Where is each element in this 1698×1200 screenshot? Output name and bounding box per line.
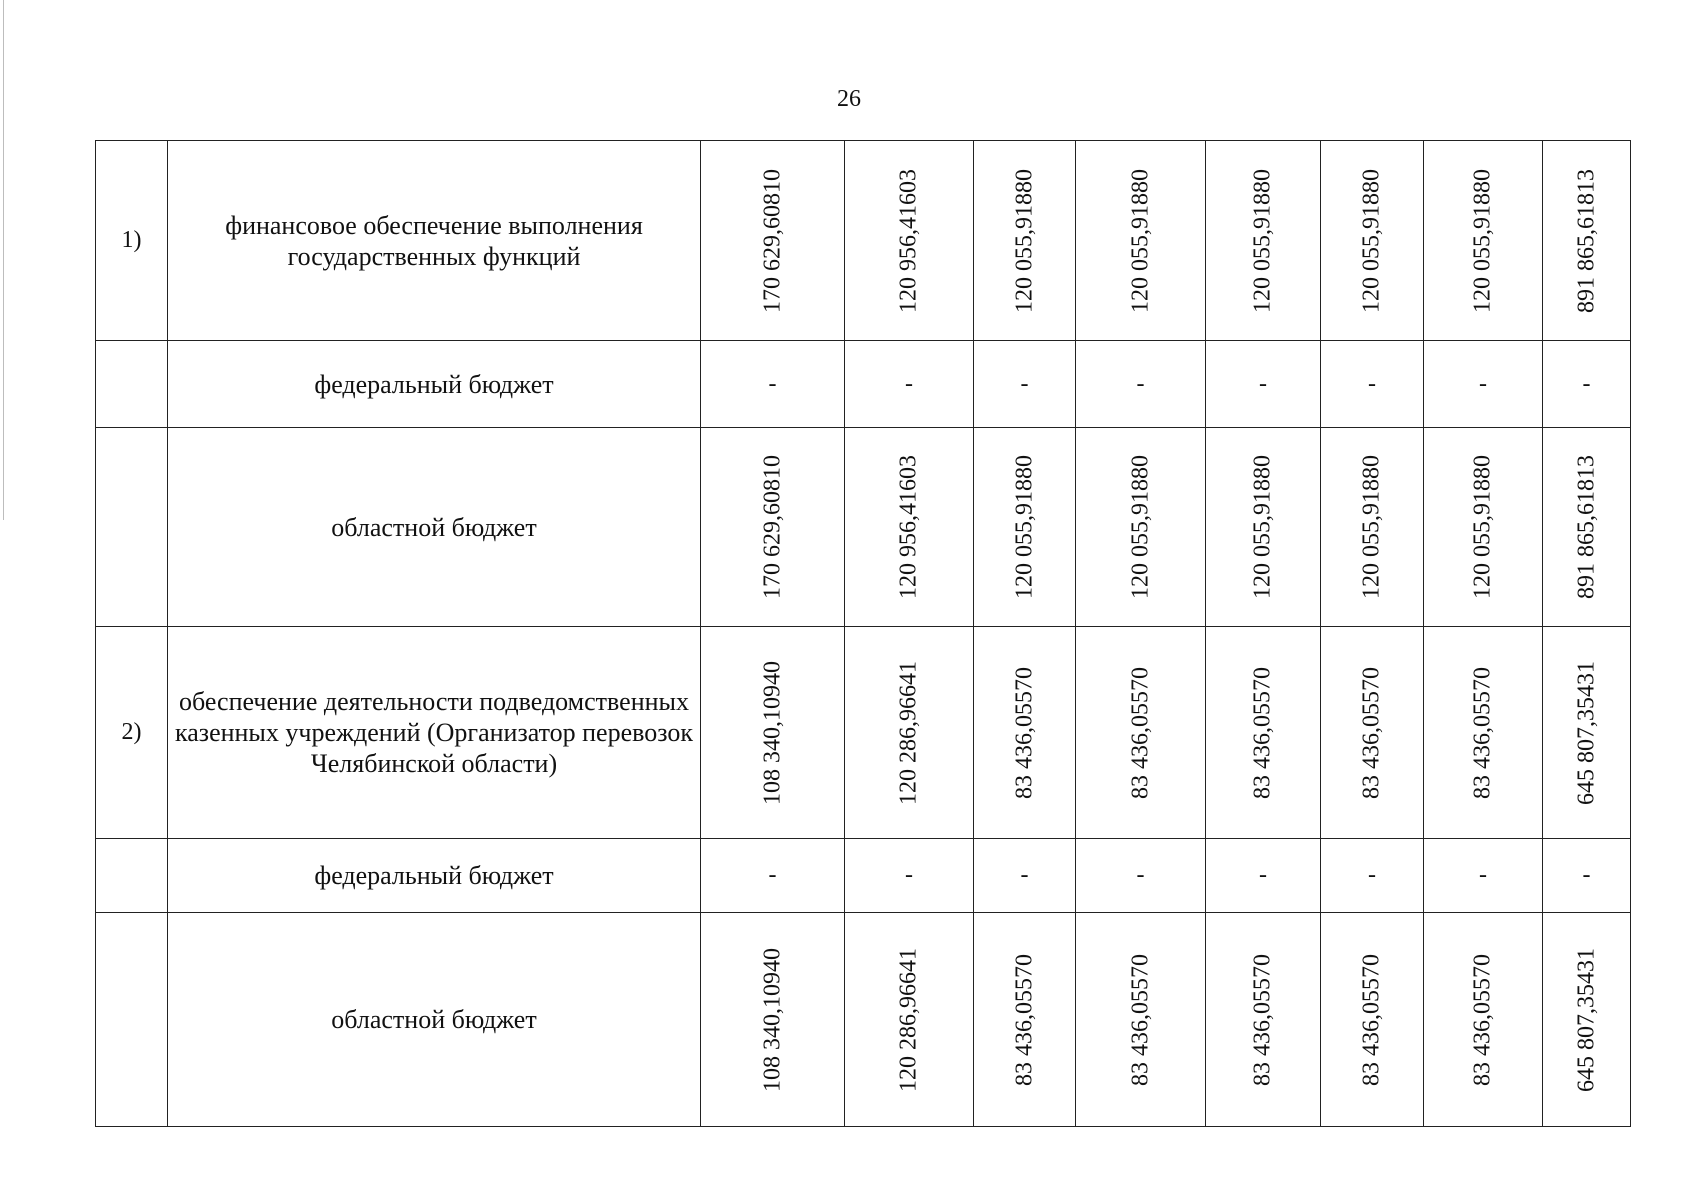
value-text: - [1582,370,1591,397]
value-text: 83 436,05570 [1249,666,1276,799]
value-text: 120 055,91880 [1469,168,1496,313]
value-cell [1543,341,1631,428]
value-text: - [768,370,777,397]
value-text: 83 436,05570 [1469,666,1496,799]
value-cell [845,839,974,913]
value-text: 120 956,41603 [895,168,922,313]
value-text: - [1136,862,1145,888]
value-cell [1206,839,1321,913]
value-cell [1076,141,1206,341]
page-number: 26 [837,86,861,112]
value-text: 108 340,10940 [759,947,785,1092]
value-cell [1424,627,1543,839]
value-cell [1424,341,1543,428]
value-text: 83 436,05570 [1011,953,1037,1086]
value-cell [845,428,974,627]
value-cell [701,913,845,1127]
table-row [96,428,1631,627]
value-cell [974,839,1076,913]
value-text: 120 055,91880 [1358,455,1385,599]
value-cell [974,913,1076,1127]
table-row [96,341,1631,428]
value-cell [1076,627,1206,839]
value-cell [1076,428,1206,627]
value-cell [1543,839,1631,913]
value-text: - [1368,370,1376,397]
value-cell [1543,627,1631,839]
value-cell [1424,428,1543,627]
table-row [96,141,1631,341]
scan-edge-line [3,0,4,520]
row-name-cell: федеральный бюджет [168,839,701,913]
value-cell [845,627,974,839]
value-cell [701,839,845,913]
value-text: 645 807,35431 [1573,660,1599,805]
table-row [96,627,1631,839]
value-text: 83 436,05570 [1358,953,1385,1086]
value-text: - [1368,862,1376,888]
value-cell [1206,428,1321,627]
row-name-cell: областной бюджет [168,428,701,627]
table-row [96,839,1631,913]
value-text: 120 055,91880 [1011,455,1037,599]
value-text: 645 807,35431 [1573,947,1599,1092]
value-text: - [1020,370,1029,397]
value-text: - [1479,862,1487,888]
value-cell [701,341,845,428]
value-cell [1321,913,1424,1127]
row-name-cell: областной бюджет [168,913,701,1127]
row-name-cell: обеспечение деятельности подведомственных казенных учреждений (Организатор перевозок Челябинской области) [168,627,701,839]
value-cell [1076,913,1206,1127]
value-text: 120 055,91880 [1249,168,1276,313]
value-text: 83 436,05570 [1249,953,1276,1086]
value-cell [1076,839,1206,913]
value-cell [974,428,1076,627]
table-row [96,913,1631,1127]
value-text: - [1479,370,1487,397]
value-cell [1543,913,1631,1127]
value-text: 83 436,05570 [1127,953,1153,1086]
value-cell [1206,141,1321,341]
value-cell [974,341,1076,428]
value-cell [1321,839,1424,913]
value-text: 120 055,91880 [1127,168,1153,313]
value-cell [845,913,974,1127]
value-text: 120 055,91880 [1011,168,1037,313]
value-text: - [768,862,777,888]
value-cell [1424,839,1543,913]
value-text: 120 286,96641 [895,947,922,1092]
value-text: - [1582,862,1591,888]
value-cell [1321,341,1424,428]
value-text: - [905,370,913,397]
value-cell [1321,627,1424,839]
value-text: 891 865,61813 [1573,168,1599,313]
value-cell [1543,141,1631,341]
value-text: 891 865,61813 [1573,455,1599,599]
row-number-cell [96,428,168,627]
value-text: - [1259,862,1267,888]
value-text: 83 436,05570 [1011,666,1037,799]
value-cell [974,627,1076,839]
value-cell [1424,141,1543,341]
value-text: 83 436,05570 [1469,953,1496,1086]
row-number-cell [96,341,168,428]
value-cell [1076,341,1206,428]
row-number-cell: 2) [96,627,168,839]
value-text: 120 055,91880 [1127,455,1153,599]
value-text: 120 055,91880 [1358,168,1385,313]
value-cell [974,141,1076,341]
value-text: 120 956,41603 [895,455,922,599]
value-text: 120 055,91880 [1249,455,1276,599]
value-cell [1543,428,1631,627]
value-text: 83 436,05570 [1127,666,1153,799]
value-cell [845,341,974,428]
value-text: 170 629,60810 [759,168,785,313]
value-text: 120 286,96641 [895,660,922,805]
row-number-cell: 1) [96,141,168,341]
budget-table [95,140,1631,1127]
value-cell [1206,341,1321,428]
value-text: 170 629,60810 [759,455,785,599]
value-cell [701,627,845,839]
value-cell [701,141,845,341]
row-name-cell: финансовое обеспечение выполнения государственных функций [168,141,701,341]
value-cell [1206,913,1321,1127]
row-number-cell [96,839,168,913]
value-cell [1321,428,1424,627]
value-cell [845,141,974,341]
value-cell [1424,913,1543,1127]
value-cell [1321,141,1424,341]
value-text: - [1259,370,1267,397]
value-text: - [905,862,913,888]
value-text: 120 055,91880 [1469,455,1496,599]
value-text: - [1020,862,1029,888]
value-cell [701,428,845,627]
row-number-cell [96,913,168,1127]
value-cell [1206,627,1321,839]
value-text: 108 340,10940 [759,660,785,805]
row-name-cell: федеральный бюджет [168,341,701,428]
value-text: 83 436,05570 [1358,666,1385,799]
value-text: - [1136,370,1145,397]
